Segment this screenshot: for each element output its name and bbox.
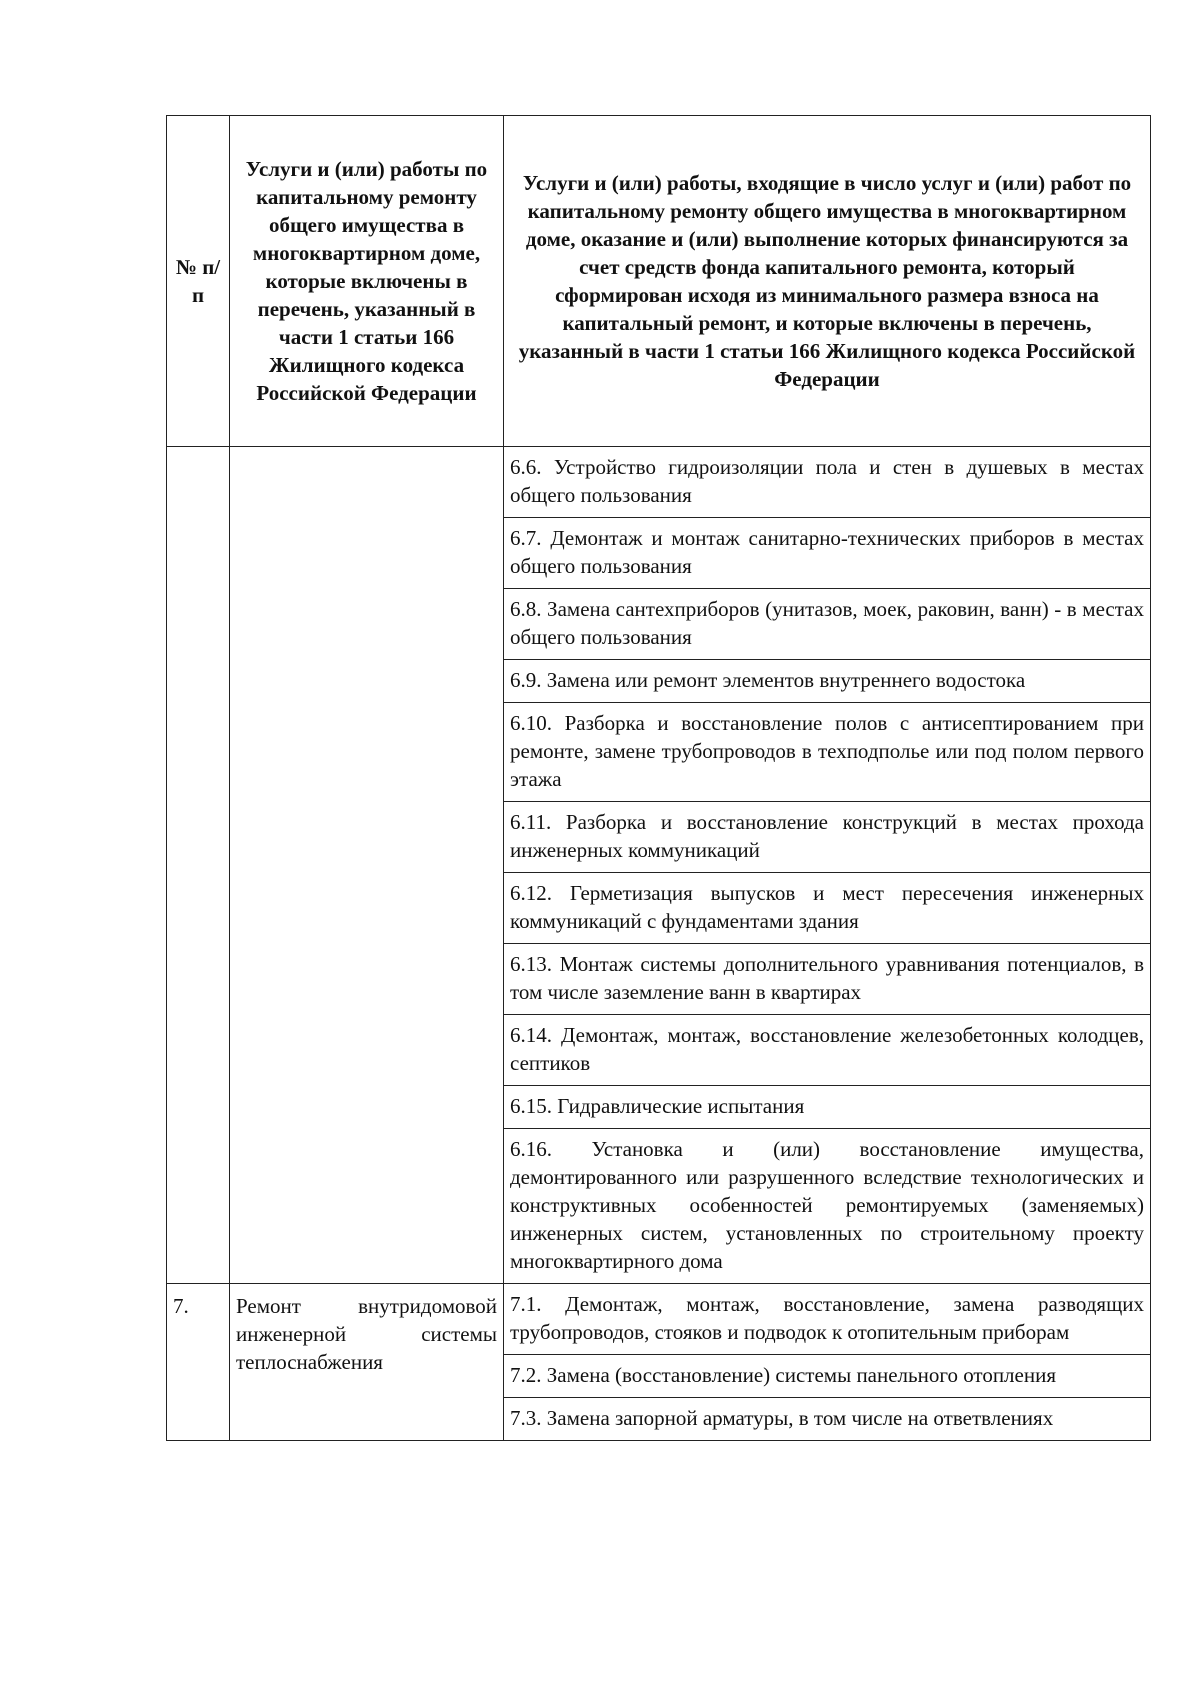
header-services: Услуги и (или) работы, входящие в число услуг и (или) работ по капитальному ремонту общего имущества в многоквартирном доме, оказание и (или) выполнение которых финансируются за счет средств фонда капитального ремонта, который сформирован исходя из минимального размера взноса на капитальный ремонт, и которые включены в перечень, указанный в части 1 статьи 166 Жилищного кодекса Российской Федерации <box>504 116 1151 447</box>
service-item-6-12: 6.12. Герметизация выпусков и мест пересечения инженерных коммуникаций с фундаментами здания <box>504 873 1151 944</box>
service-item-6-6: 6.6. Устройство гидроизоляции пола и стен в душевых в местах общего пользования <box>504 447 1151 518</box>
service-item-6-9: 6.9. Замена или ремонт элементов внутреннего водостока <box>504 660 1151 703</box>
service-item-6-7: 6.7. Демонтаж и монтаж санитарно-технических приборов в местах общего пользования <box>504 518 1151 589</box>
header-work: Услуги и (или) работы по капитальному ремонту общего имущества в многоквартирном доме, которые включены в перечень, указанный в части 1 статьи 166 Жилищного кодекса Российской Федерации <box>230 116 504 447</box>
service-item-6-16: 6.16. Установка и (или) восстановление имущества, демонтированного или разрушенного вследствие технологических и конструктивных особенностей ремонтируемых (заменяемых) инженерных систем, установленных по строительному проекту многоквартирного дома <box>504 1129 1151 1284</box>
service-item-7-2: 7.2. Замена (восстановление) системы панельного отопления <box>504 1355 1151 1398</box>
service-item-7-1: 7.1. Демонтаж, монтаж, восстановление, замена разводящих трубопроводов, стояков и подводок к отопительным приборам <box>504 1284 1151 1355</box>
table-row <box>167 447 1151 518</box>
table-row <box>167 1284 1151 1355</box>
service-item-6-10: 6.10. Разборка и восстановление полов с антисептированием при ремонте, замене трубопроводов в техподполье или под полом первого этажа <box>504 703 1151 802</box>
service-item-6-15: 6.15. Гидравлические испытания <box>504 1086 1151 1129</box>
service-item-6-11: 6.11. Разборка и восстановление конструкций в местах прохода инженерных коммуникаций <box>504 802 1151 873</box>
row-work-empty <box>230 447 504 1284</box>
service-item-7-3: 7.3. Замена запорной арматуры, в том числе на ответвлениях <box>504 1398 1151 1441</box>
row-number-7: 7. <box>167 1284 230 1441</box>
capital-repair-table <box>166 115 1151 1441</box>
service-item-6-8: 6.8. Замена сантехприборов (унитазов, моек, раковин, ванн) - в местах общего пользования <box>504 589 1151 660</box>
table-header-row <box>167 116 1151 447</box>
service-item-6-13: 6.13. Монтаж системы дополнительного уравнивания потенциалов, в том числе заземление ванн в квартирах <box>504 944 1151 1015</box>
work-name-7: Ремонт внутридомовой инженерной системы теплоснабжения <box>230 1284 504 1441</box>
service-item-6-14: 6.14. Демонтаж, монтаж, восстановление железобетонных колодцев, септиков <box>504 1015 1151 1086</box>
header-num: № п/п <box>167 116 230 447</box>
row-num-empty <box>167 447 230 1284</box>
